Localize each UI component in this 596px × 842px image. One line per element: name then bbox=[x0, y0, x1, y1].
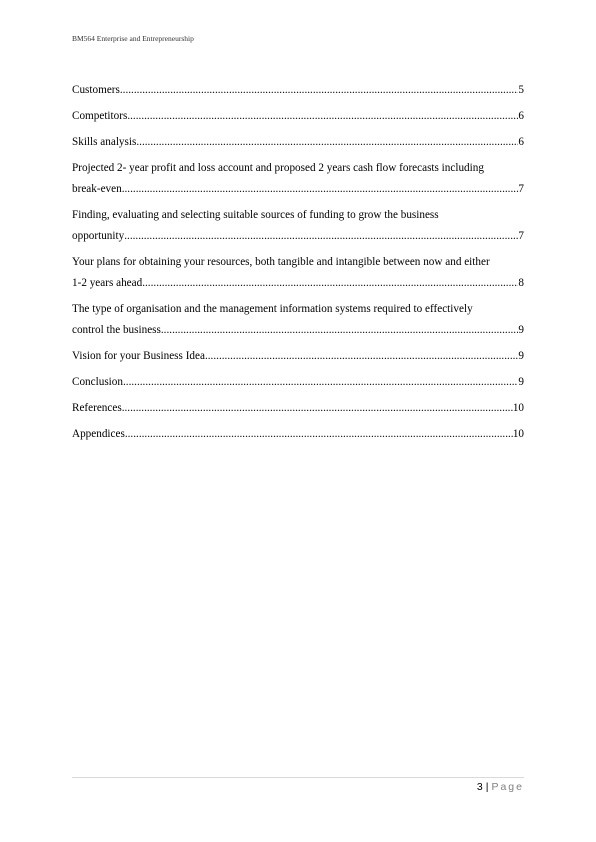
toc-entry-title: Appendices bbox=[72, 428, 125, 440]
toc-line bbox=[72, 106, 524, 127]
footer-separator: | bbox=[485, 781, 489, 793]
toc-entry-title-line-1: Projected 2- year profit and loss account and proposed 2 years cash flow forecasts including bbox=[72, 162, 484, 174]
toc-entry-title-line-2: 1-2 years ahead bbox=[72, 277, 143, 289]
toc-dot-leader bbox=[127, 106, 518, 127]
toc-entry-title: Skills analysis bbox=[72, 136, 137, 148]
toc-entry-customers[interactable] bbox=[72, 80, 524, 101]
toc-entry-conclusion[interactable] bbox=[72, 372, 524, 393]
running-header: BM564 Enterprise and Entrepreneurship bbox=[72, 34, 194, 43]
toc-page-number: 7 bbox=[518, 230, 524, 242]
toc-dot-leader bbox=[120, 80, 519, 101]
toc-dot-leader bbox=[124, 226, 518, 247]
toc-entry-title: Conclusion bbox=[72, 376, 123, 388]
toc-dot-leader bbox=[205, 346, 518, 367]
toc-dot-leader bbox=[136, 132, 518, 153]
toc-entry-title-line-2: control the business bbox=[72, 324, 161, 336]
toc-line bbox=[72, 372, 524, 393]
toc-page-number: 9 bbox=[518, 324, 524, 336]
toc-page-number: 9 bbox=[518, 350, 524, 362]
toc-entry-skills-analysis[interactable] bbox=[72, 132, 524, 153]
page-footer bbox=[477, 781, 524, 793]
toc-entry-title-line-1: Finding, evaluating and selecting suitable sources of funding to grow the business bbox=[72, 209, 439, 221]
toc-entry-title: References bbox=[72, 402, 122, 414]
toc-page-number: 6 bbox=[518, 110, 524, 122]
toc-line bbox=[72, 179, 524, 200]
toc-page-number: 10 bbox=[512, 402, 524, 414]
toc-dot-leader bbox=[125, 424, 513, 445]
toc-entry-projected-profit-loss[interactable] bbox=[72, 158, 524, 200]
toc-line bbox=[72, 132, 524, 153]
toc-entry-title-line-2: break-even bbox=[72, 183, 122, 195]
toc-line bbox=[72, 80, 524, 101]
footer-page-word: Page bbox=[491, 781, 524, 793]
toc-line bbox=[72, 320, 524, 341]
toc-line bbox=[72, 226, 524, 247]
toc-page-number: 7 bbox=[518, 183, 524, 195]
toc-line bbox=[72, 398, 524, 419]
footer-divider bbox=[72, 777, 524, 778]
toc-entry-references[interactable] bbox=[72, 398, 524, 419]
toc-entry-title-line-2: opportunity bbox=[72, 230, 125, 242]
toc-entry-title: Customers bbox=[72, 84, 120, 96]
toc-page-number: 8 bbox=[518, 277, 524, 289]
toc-dot-leader bbox=[122, 179, 519, 200]
toc-dot-leader bbox=[123, 372, 518, 393]
toc-entry-resource-plans[interactable] bbox=[72, 252, 524, 294]
toc-entry-organisation-type[interactable] bbox=[72, 299, 524, 341]
toc-dot-leader bbox=[161, 320, 519, 341]
footer-page-number: 3 bbox=[476, 781, 483, 793]
toc-line bbox=[72, 273, 524, 294]
toc-entry-title: Competitors bbox=[72, 110, 128, 122]
toc-entry-appendices[interactable] bbox=[72, 424, 524, 445]
toc-line bbox=[72, 346, 524, 367]
toc-entry-competitors[interactable] bbox=[72, 106, 524, 127]
table-of-contents bbox=[72, 80, 524, 450]
toc-entry-title-line-1: Your plans for obtaining your resources, both tangible and intangible between now and either bbox=[72, 256, 490, 268]
toc-page-number: 6 bbox=[518, 136, 524, 148]
toc-line bbox=[72, 424, 524, 445]
toc-entry-vision[interactable] bbox=[72, 346, 524, 367]
toc-dot-leader bbox=[142, 273, 518, 294]
toc-page-number: 10 bbox=[512, 428, 524, 440]
toc-page-number: 5 bbox=[518, 84, 524, 96]
toc-entry-title: Vision for your Business Idea bbox=[72, 350, 205, 362]
toc-page-number: 9 bbox=[518, 376, 524, 388]
toc-entry-title-line-1: The type of organisation and the management information systems required to effectively bbox=[72, 303, 473, 315]
toc-entry-sources-of-funding[interactable] bbox=[72, 205, 524, 247]
toc-dot-leader bbox=[122, 398, 513, 419]
